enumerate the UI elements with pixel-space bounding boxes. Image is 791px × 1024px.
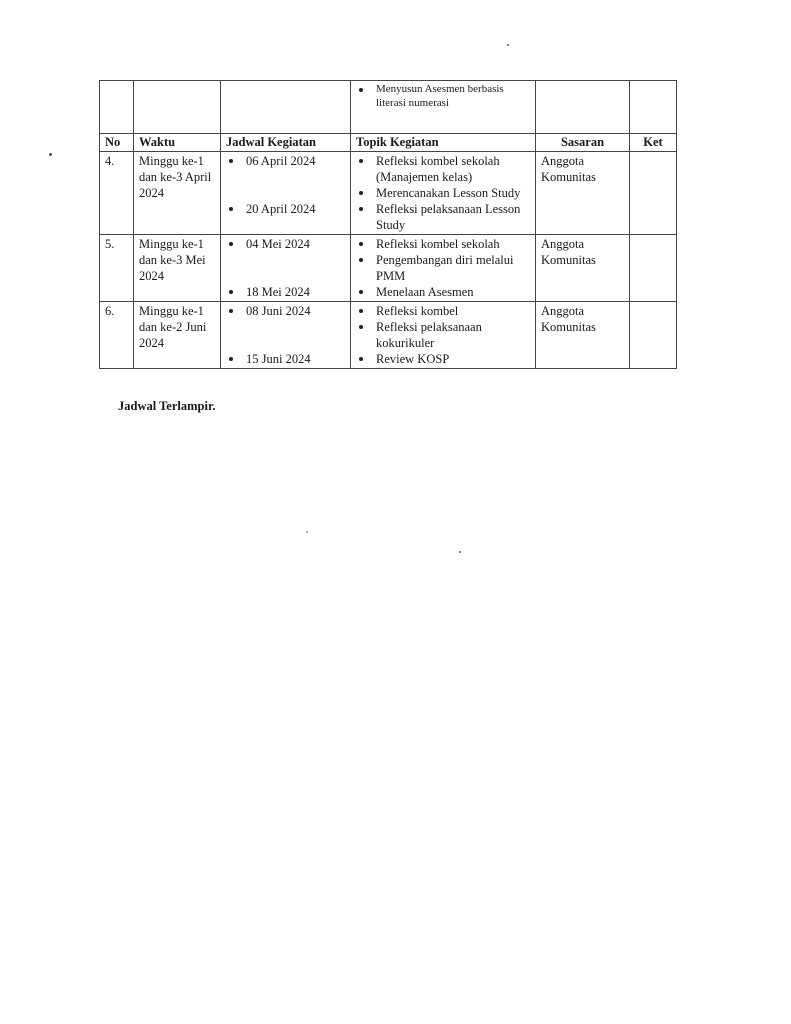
table-header-row [100, 134, 677, 152]
topic-item: Menyusun Asesmen berbasis literasi numerasi [356, 82, 530, 110]
continued-row [100, 81, 677, 134]
row-topik [351, 235, 536, 302]
header-ket: Ket [630, 134, 677, 152]
scan-speck [507, 44, 509, 46]
row-waktu: Minggu ke-1 dan ke-2 Juni 2024 [134, 302, 221, 369]
topic-item: Refleksi kombel sekolah [356, 236, 530, 252]
date-item: 20 April 2024 [226, 201, 345, 217]
row-topik [351, 302, 536, 369]
row-jadwal [221, 235, 351, 302]
date-item: 15 Juni 2024 [226, 351, 345, 367]
row-ket [630, 302, 677, 369]
topic-item: Refleksi pelaksanaan Lesson Study [356, 201, 530, 233]
row-jadwal [221, 302, 351, 369]
row-number: 5. [100, 235, 134, 302]
date-item: 04 Mei 2024 [226, 236, 345, 252]
header-jadwal: Jadwal Kegiatan [221, 134, 351, 152]
topic-item: Merencanakan Lesson Study [356, 185, 530, 201]
topic-item: Refleksi kombel sekolah (Manajemen kelas) [356, 153, 530, 185]
table-row [100, 152, 677, 235]
schedule-table [99, 80, 677, 369]
row-sasaran: Anggota Komunitas [536, 235, 630, 302]
row-waktu: Minggu ke-1 dan ke-3 Mei 2024 [134, 235, 221, 302]
header-sasaran: Sasaran [536, 134, 630, 152]
row-topik [351, 152, 536, 235]
topic-item: Menelaan Asesmen [356, 284, 530, 300]
table-row [100, 302, 677, 369]
row-sasaran: Anggota Komunitas [536, 152, 630, 235]
row-sasaran: Anggota Komunitas [536, 302, 630, 369]
footer-note: Jadwal Terlampir. [118, 399, 216, 413]
row-waktu: Minggu ke-1 dan ke-3 April 2024 [134, 152, 221, 235]
header-waktu: Waktu [134, 134, 221, 152]
topic-item: Refleksi kombel [356, 303, 530, 319]
header-no: No [100, 134, 134, 152]
date-item: 18 Mei 2024 [226, 284, 345, 300]
table-row [100, 235, 677, 302]
date-item: 08 Juni 2024 [226, 303, 345, 319]
scan-speck [459, 551, 461, 553]
topic-item: Pengembangan diri melalui PMM [356, 252, 530, 284]
row-number: 4. [100, 152, 134, 235]
scan-speck [49, 153, 52, 156]
header-topik: Topik Kegiatan [351, 134, 536, 152]
scan-speck [306, 531, 308, 533]
row-ket [630, 152, 677, 235]
row-jadwal [221, 152, 351, 235]
topic-item: Refleksi pelaksanaan kokurikuler [356, 319, 530, 351]
date-item: 06 April 2024 [226, 153, 345, 169]
row-number: 6. [100, 302, 134, 369]
row-ket [630, 235, 677, 302]
topic-item: Review KOSP [356, 351, 530, 367]
